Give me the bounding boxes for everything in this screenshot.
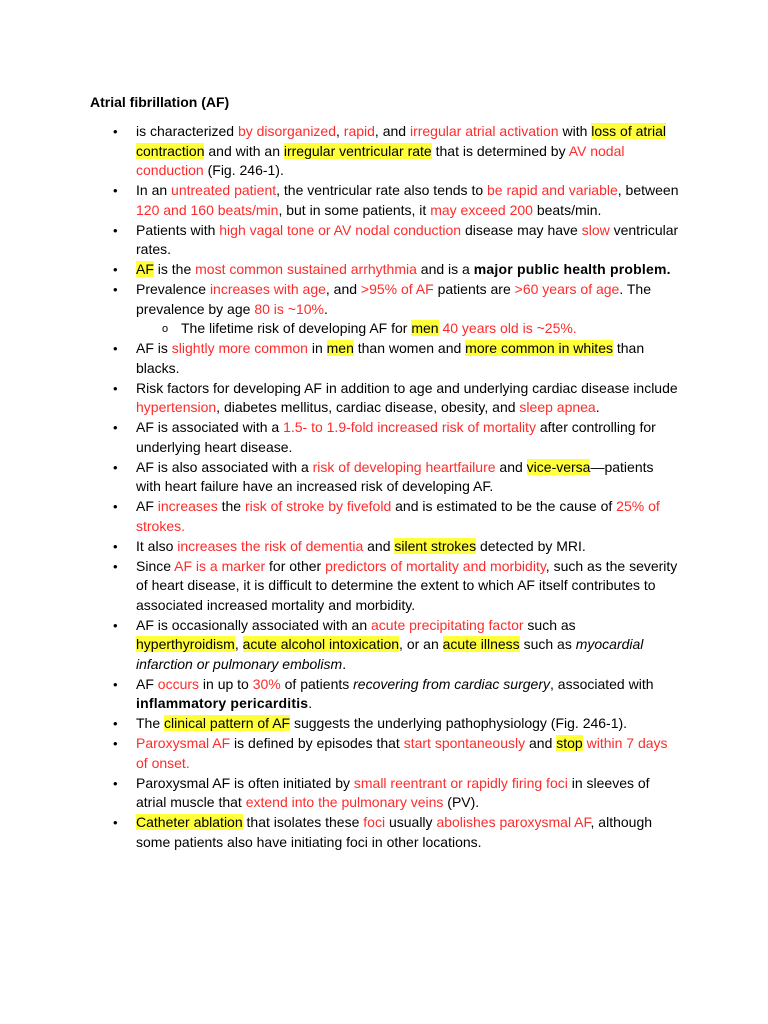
body-text: AF is occasionally associated with an xyxy=(136,616,371,633)
italic-text: myocardial infarction or pulmonary embolism xyxy=(136,636,644,672)
bullet-item xyxy=(90,557,680,616)
red-emphasis-text: Paroxysmal AF xyxy=(136,735,231,751)
bullet-item xyxy=(90,714,680,734)
highlighted-text: acute illness xyxy=(442,636,520,652)
italic-text: recovering from cardiac surgery xyxy=(353,675,550,692)
red-emphasis-text: >60 years of age xyxy=(514,281,620,297)
body-text: . xyxy=(308,695,313,711)
red-emphasis-text: foci xyxy=(363,814,386,830)
red-emphasis-text: 30% xyxy=(252,675,281,692)
body-text: , or an xyxy=(399,636,443,652)
body-text: (PV). xyxy=(443,794,480,810)
body-text: AF is xyxy=(136,340,172,356)
red-emphasis-text: occurs xyxy=(157,675,200,692)
highlighted-text: silent strokes xyxy=(394,537,477,554)
bullet-item xyxy=(90,339,680,378)
red-emphasis-text: AV nodal conduction xyxy=(136,142,625,178)
red-emphasis-text: may exceed 200 xyxy=(430,201,533,218)
body-text: . xyxy=(323,300,328,317)
red-emphasis-text: 80 is ~10% xyxy=(254,300,324,317)
red-emphasis-text: small reentrant or rapidly firing foci xyxy=(353,774,568,791)
body-text: such as xyxy=(523,616,576,633)
body-text: that is determined by xyxy=(431,142,569,159)
red-emphasis-text: AF is a marker xyxy=(174,557,266,574)
body-text: (Fig. 246-1). xyxy=(203,162,284,178)
body-text: in xyxy=(307,340,327,356)
body-text: and with an xyxy=(204,142,284,159)
bullet-item xyxy=(90,537,680,557)
body-text: , associated with xyxy=(550,675,654,692)
body-text: than women and xyxy=(353,340,466,356)
body-text: , although some patients also have initiating foci in other locations. xyxy=(136,814,653,850)
bullet-item xyxy=(90,379,680,418)
body-text: AF xyxy=(136,498,158,514)
body-text: , xyxy=(234,636,243,652)
body-text: Since xyxy=(136,557,175,574)
red-emphasis-text: untreated patient xyxy=(171,182,277,198)
body-text: is defined by episodes that xyxy=(230,735,404,751)
red-emphasis-text: within 7 days of onset. xyxy=(136,735,668,771)
body-text: the xyxy=(217,498,245,514)
bullet-item xyxy=(90,497,680,536)
body-text: and xyxy=(495,458,527,475)
body-text: than blacks. xyxy=(136,340,645,376)
red-emphasis-text: most common sustained arrhythmia xyxy=(195,261,417,277)
body-text: disease may have xyxy=(461,221,582,238)
red-emphasis-text: slightly more common xyxy=(171,340,308,356)
highlighted-text: hyperthyroidism xyxy=(136,636,235,652)
document-body xyxy=(90,93,680,853)
body-text: and is estimated to be the cause of xyxy=(391,498,617,514)
body-text: of patients xyxy=(280,675,354,692)
highlighted-text: irregular ventricular rate xyxy=(283,142,432,159)
bullet-item xyxy=(90,734,680,773)
body-text: in sleeves of atrial muscle that xyxy=(136,774,650,810)
red-emphasis-text: risk of developing heartfailure xyxy=(312,458,496,475)
body-text: is characterized xyxy=(136,123,238,139)
body-text: In an xyxy=(136,182,172,198)
highlighted-text: stop xyxy=(556,735,583,751)
bullet-item xyxy=(90,122,680,181)
body-text: . The prevalence by age xyxy=(136,281,651,317)
body-text: Patients with xyxy=(136,221,220,238)
highlighted-text: clinical pattern of AF xyxy=(164,715,291,731)
highlighted-text: men xyxy=(326,340,354,356)
bullet-item xyxy=(90,280,680,339)
body-text: in up to xyxy=(199,675,253,692)
body-text: after controlling for underlying heart disease. xyxy=(136,419,656,455)
body-text: and is a xyxy=(416,261,474,277)
highlighted-text: AF xyxy=(136,261,154,277)
red-emphasis-text: >95% of AF xyxy=(360,281,434,297)
red-emphasis-text: increases with age xyxy=(209,281,326,297)
bullet-item xyxy=(90,774,680,813)
red-emphasis-text: 40 years old is ~25%. xyxy=(442,320,577,336)
red-emphasis-text: 25% of strokes. xyxy=(136,498,660,534)
body-text: , such as the severity of heart disease, it is difficult to determine the extent to which AF itself contributes to associated increased mortality and morbidity. xyxy=(136,557,678,613)
red-emphasis-text: risk of stroke by fivefold xyxy=(244,498,392,514)
red-emphasis-text: extend into the pulmonary veins xyxy=(245,794,444,810)
highlighted-text: vice-versa xyxy=(526,458,591,475)
bullet-item xyxy=(90,260,680,280)
body-text: AF is also associated with a xyxy=(136,458,313,475)
red-emphasis-text: be rapid and variable xyxy=(487,182,618,198)
red-emphasis-text: start spontaneously xyxy=(403,735,526,751)
body-text: patients are xyxy=(433,281,515,297)
body-text: AF is associated with a xyxy=(136,419,284,435)
body-text: , and xyxy=(374,123,410,139)
red-emphasis-text: increases xyxy=(157,498,218,514)
body-text: suggests the underlying pathophysiology (Fig. 246-1). xyxy=(290,715,628,731)
bullet-item xyxy=(90,616,680,675)
body-text: . xyxy=(342,655,347,672)
body-text: , but in some patients, it xyxy=(278,201,431,218)
body-text: It also xyxy=(136,537,178,554)
red-emphasis-text: by disorganized xyxy=(237,123,336,139)
body-text: . xyxy=(595,399,600,415)
sub-bullet-list xyxy=(136,319,680,339)
body-text: , the ventricular rate also tends to xyxy=(276,182,488,198)
body-text: and xyxy=(363,537,395,554)
body-text: The xyxy=(136,715,165,731)
bold-text: major public health problem. xyxy=(473,261,671,277)
body-text: usually xyxy=(385,814,437,830)
body-text: ventricular rates. xyxy=(136,221,679,257)
body-text: , between xyxy=(617,182,679,198)
body-text: detected by MRI. xyxy=(476,537,586,554)
highlighted-text: loss of atrial contraction xyxy=(136,123,666,159)
body-text: Paroxysmal AF is often initiated by xyxy=(136,774,354,791)
bullet-item xyxy=(90,675,680,714)
body-text: , xyxy=(336,123,344,139)
body-text: for other xyxy=(265,557,326,574)
red-emphasis-text: high vagal tone or AV nodal conduction xyxy=(219,221,462,238)
highlighted-text: acute alcohol intoxication xyxy=(242,636,400,652)
red-emphasis-text: 120 and 160 beats/min xyxy=(136,201,279,218)
red-emphasis-text: acute precipitating factor xyxy=(371,616,524,633)
body-text: Risk factors for developing AF in addition to age and underlying cardiac disease include xyxy=(136,379,678,396)
highlighted-text: men xyxy=(411,320,439,336)
red-emphasis-text: rapid xyxy=(343,123,375,139)
red-emphasis-text: increases the risk of dementia xyxy=(177,537,364,554)
body-text: that isolates these xyxy=(242,814,364,830)
bullet-item xyxy=(90,181,680,220)
bullet-item xyxy=(90,458,680,497)
body-text: , and xyxy=(325,281,361,297)
red-emphasis-text: slow xyxy=(581,221,610,238)
red-emphasis-text: sleep apnea xyxy=(519,399,596,415)
body-text: with xyxy=(558,123,592,139)
body-text: —patients with heart failure have an increased risk of developing AF. xyxy=(136,458,654,494)
body-text: such as xyxy=(519,636,576,652)
red-emphasis-text: irregular atrial activation xyxy=(409,123,559,139)
body-text: is the xyxy=(153,261,196,277)
body-text: The lifetime risk of developing AF for xyxy=(181,320,412,336)
red-emphasis-text: 1.5- to 1.9-fold increased risk of mortality xyxy=(283,419,536,435)
bullet-item xyxy=(90,221,680,260)
red-emphasis-text: hypertension xyxy=(136,399,217,415)
body-text: , diabetes mellitus, cardiac disease, obesity, and xyxy=(216,399,520,415)
red-emphasis-text: predictors of mortality and morbidity xyxy=(325,557,546,574)
body-text: AF xyxy=(136,675,158,692)
bold-text: inflammatory pericarditis xyxy=(136,695,309,711)
body-text: and xyxy=(525,735,557,751)
bullet-item xyxy=(90,418,680,457)
bullet-list xyxy=(90,122,680,852)
sub-bullet-item xyxy=(136,319,680,339)
body-text: beats/min. xyxy=(532,201,602,218)
highlighted-text: more common in whites xyxy=(465,340,613,356)
document-title: Atrial fibrillation (AF) xyxy=(90,94,230,110)
red-emphasis-text: abolishes paroxysmal AF xyxy=(436,814,591,830)
bullet-item xyxy=(90,813,680,852)
body-text: Prevalence xyxy=(136,281,210,297)
highlighted-text: Catheter ablation xyxy=(136,814,243,830)
